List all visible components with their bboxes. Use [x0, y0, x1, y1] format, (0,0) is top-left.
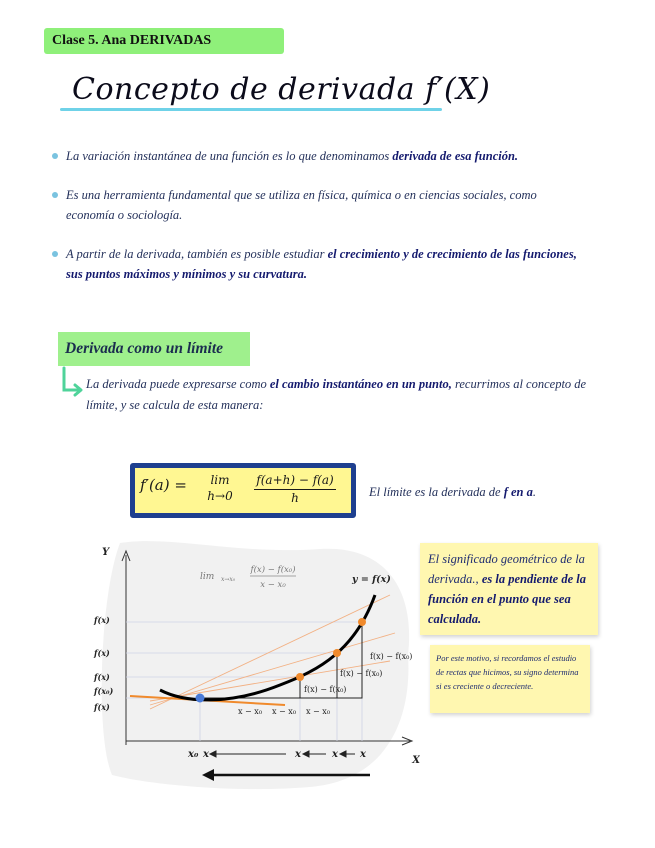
dx-label: x − x₀ [272, 707, 297, 716]
bullet-item [50, 146, 580, 166]
dx-label: x − x₀ [306, 707, 331, 716]
intro-bold: el cambio instantáneo en un punto, [269, 377, 452, 391]
bullet-bold: el crecimiento y de crecimiento de las funciones, sus puntos máximos y mínimos y su curvatura. [66, 247, 577, 281]
x-tick-label: x [332, 749, 338, 760]
difference-label: f(x) − f(x₀) [340, 669, 383, 678]
caption-text: El límite es la derivada de [369, 485, 504, 499]
bullet-item [50, 185, 580, 225]
formula-fraction [250, 472, 340, 507]
derivative-graph [90, 535, 420, 795]
formula-caption [369, 485, 536, 500]
formula-denominator: h [291, 491, 299, 505]
x-tick-label: x [295, 749, 301, 760]
intro-text-b: recurrimos al concepto de límite, y se calcula de esta manera: [86, 377, 587, 412]
formula-limit [205, 472, 235, 504]
bullet-text: La variación instantánea de una función es lo que denominamos [66, 149, 393, 163]
dx-label: x − x₀ [238, 707, 263, 716]
section-intro [86, 374, 596, 416]
bullet-dot-icon [52, 153, 58, 159]
formula-numerator: f(a+h) − f(a) [256, 473, 334, 487]
difference-label: f(x) − f(x₀) [370, 652, 413, 661]
x-tick-label: x [360, 749, 366, 760]
y-tick-label: f(x) [94, 702, 110, 712]
formula-lim-word: lim [210, 473, 230, 487]
curve-point [358, 618, 366, 626]
bullet-text: A partir de la derivada, también es posible estudiar [66, 247, 328, 261]
y-tick-label: f(x) [94, 648, 110, 658]
y-tick-label: f(x) [94, 672, 110, 682]
y-tick-label: f(x) [94, 615, 110, 625]
bullet-list [50, 146, 580, 303]
caption-end: . [532, 485, 536, 499]
slope-sign-note: Por este motivo, si recordamos el estudio de rectas que hicimos, su signo determina si es creciente o decreciente. [430, 645, 590, 713]
x-axis-label: X [412, 755, 420, 766]
y-axis-label: Y [102, 547, 110, 558]
page-title: Concepto de derivada f′(X) [72, 72, 491, 107]
note-text: El significado geométrico de la derivada., [428, 552, 585, 586]
x-tick-label: x₀ [188, 749, 199, 760]
curve-point [333, 649, 341, 657]
limit-denominator: x − x₀ [260, 580, 286, 590]
geometric-meaning-note [420, 543, 598, 635]
section-title: Derivada como un límite [58, 332, 250, 366]
note-bold: es la pendiente de la función en el punto que sea calculada. [428, 572, 586, 626]
intro-text-a: La derivada puede expresarse como [86, 377, 270, 391]
x-tick-label: x [203, 749, 209, 760]
difference-label: f(x) − f(x₀) [304, 685, 347, 694]
limit-sub: x→x₀ [221, 576, 236, 583]
point-x0 [196, 694, 205, 703]
formula-lim-sub: h→0 [207, 489, 233, 503]
formula-lhs: f′(a) = [140, 476, 187, 494]
limit-word: lim [200, 572, 215, 582]
hook-arrow-icon [60, 366, 86, 400]
caption-bold: f en a [503, 485, 533, 499]
bullet-item [50, 244, 580, 284]
bullet-dot-icon [52, 192, 58, 198]
bullet-bold: derivada de esa función. [392, 149, 519, 163]
title-underline [60, 108, 442, 111]
y-tick-label: f(x₀) [94, 686, 114, 696]
bullet-dot-icon [52, 251, 58, 257]
curve-point [296, 673, 304, 681]
bullet-text: Es una herramienta fundamental que se utiliza en física, química o en ciencias sociales, como economía o sociología. [66, 188, 537, 222]
curve-label: y = f(x) [352, 574, 391, 585]
class-label-badge: Clase 5. Ana DERIVADAS [44, 28, 284, 54]
limit-numerator: f(x) − f(x₀) [250, 565, 296, 575]
